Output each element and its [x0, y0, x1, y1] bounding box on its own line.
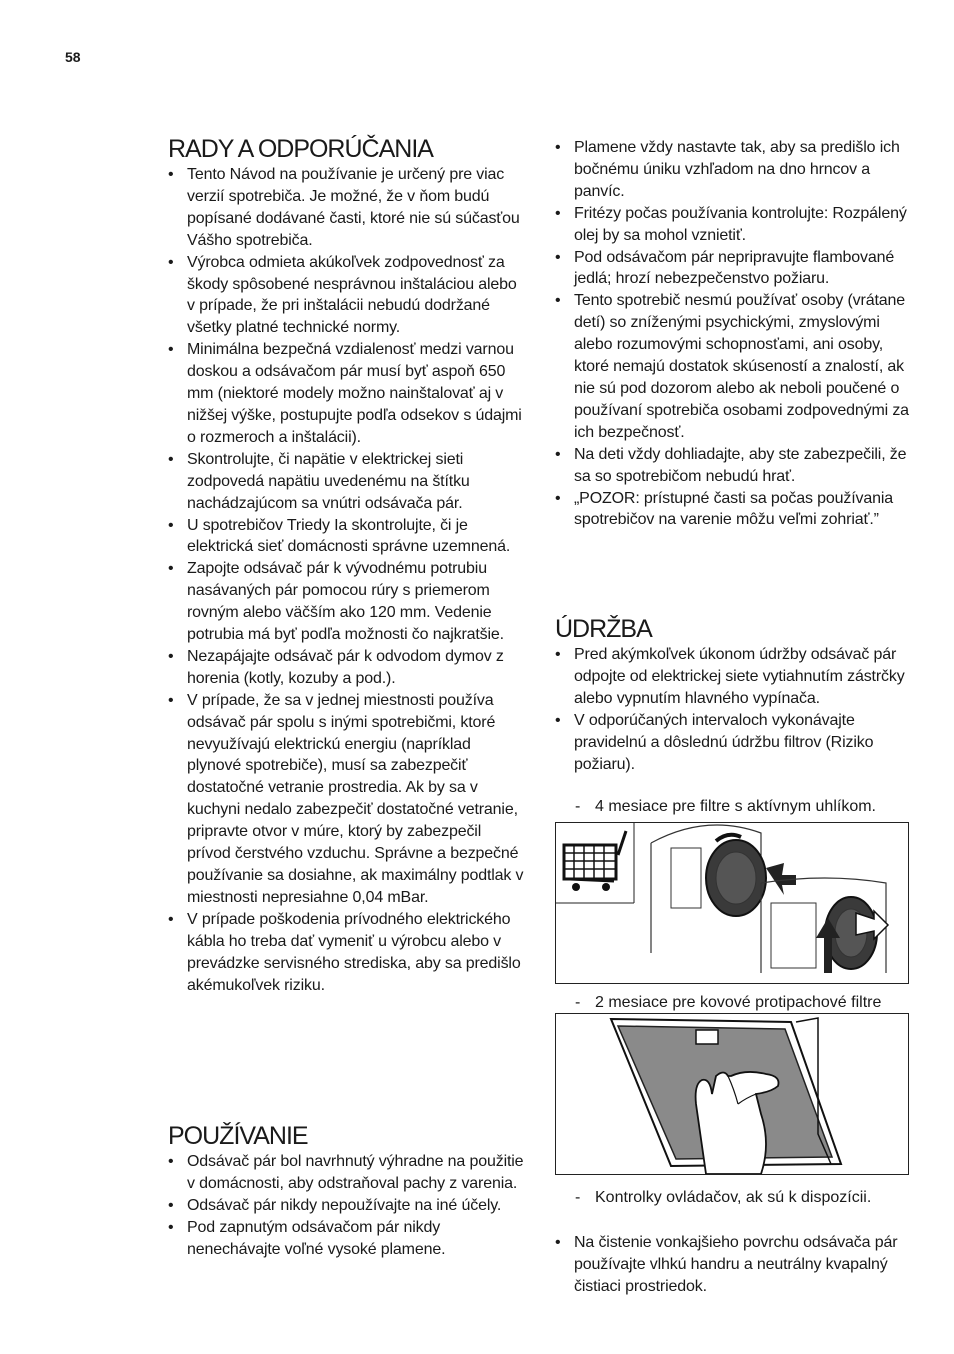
- list-item: • Odsávač pár nikdy nepoužívajte na iné účely.: [168, 1195, 528, 1217]
- shopping-cart-icon: [556, 823, 634, 903]
- list-item: • Tento Návod na používanie je určený pre viac verzií spotrebiča. Je možné, že v ňom budú popísané dodávané časti, ktoré nie sú súčasťou Vášho spotrebiča.: [168, 164, 528, 252]
- list-item: • V prípade, že sa v jednej miestnosti používa odsávač pár spolu s inými spotrebičmi, ktoré nevyužívajú elektrickú energiu (napríklad plynové spotrebiče), musí sa zabezpečiť dostatočné vetranie prostredia. Ak by sa v kuchyni nedalo zabezpečiť dostatočné vetranie, pripravte otvor v múre, ktorý by zabezpečil prívod čerstvého vzduchu. Správne a bezpečné používanie sa dosiahne, ak maximálny podtlak v miestnosti nepresiahne 0,04 mBar.: [168, 690, 528, 909]
- list-item: • U spotrebičov Triedy Ia skontrolujte, či je elektrická sieť domácnosti správne uzemnená.: [168, 515, 528, 559]
- list-item: • Na čistenie vonkajšieho povrchu odsávača pár používajte vlhkú handru a neutrálny kvapalný čistiaci prostriedok.: [555, 1232, 915, 1298]
- list-item: • Pod zapnutým odsávačom pár nikdy nenechávajte voľné vysoké plamene.: [168, 1217, 528, 1261]
- interval-carbon-text: 4 mesiace pre filtre s aktívnym uhlíkom.: [595, 798, 876, 815]
- list-item: • Tento spotrebič nesmú používať osoby (vrátane detí) so zníženými psychickými, zmyslovými alebo rozumovými schopnosťami, ani osoby, ktoré nemajú dostatok skúseností a znalostí, ak nie sú pod dozorom alebo ak neboli poučené o používaní spotrebiča osobami zodpovednými za ich bezpečnosť.: [555, 290, 915, 443]
- indicator-lights-note: - Kontrolky ovládačov, ak sú k dispozícii.: [575, 1189, 872, 1206]
- list-item: • Pred akýmkoľvek úkonom údržby odsávač pár odpojte od elektrickej siete vytiahnutím zástrčky alebo vypnutím hlavného vypínača.: [555, 644, 915, 710]
- list-item: • Pod odsávačom pár nepripravujte flambované jedlá; hrozí nebezpečenstvo požiaru.: [555, 247, 915, 291]
- list-item: • Nezapájajte odsávač pár k odvodom dymov z horenia (kotly, kozuby a pod.).: [168, 646, 528, 690]
- list-udrzba-final: [555, 1232, 915, 1298]
- list-item: • Fritézy počas používania kontrolujte: Rozpálený olej by sa mohol vznietiť.: [555, 203, 915, 247]
- section-udrzba-final: [555, 1232, 915, 1298]
- indicator-lights-text: Kontrolky ovládačov, ak sú k dispozícii.: [595, 1189, 872, 1206]
- section-udrzba: [555, 614, 915, 775]
- section-rady: [168, 134, 528, 996]
- interval-metal-text: 2 mesiace pre kovové protipachové filtre: [595, 994, 882, 1011]
- list-item: • Výrobca odmieta akúkoľvek zodpovednosť za škody spôsobené nesprávnou inštaláciou alebo v prípade, že pri inštalácii nebudú dodržané všetky platné technické normy.: [168, 252, 528, 340]
- list-item: • Na deti vždy dohliadajte, aby ste zabezpečili, že sa so spotrebičom nebudú hrať.: [555, 444, 915, 488]
- list-item: • Minimálna bezpečná vzdialenosť medzi varnou doskou a odsávačom pár musí byť aspoň 650 mm (niektoré modely možno nainštalovať aj v nižšej výške, postupujte podľa odsekov s údajmi o rozmeroch a inštalácii).: [168, 339, 528, 449]
- hood-diagram-lower: [761, 878, 888, 973]
- metal-filter-illustration: [556, 1014, 908, 1174]
- filter-handle-icon: [696, 1030, 718, 1044]
- metal-filter-figure: [555, 1013, 909, 1175]
- list-item: • V prípade poškodenia prívodného elektrického kábla ho treba dať vymeniť u výrobcu alebo v prevádzke servisného strediska, aby sa predišlo akémukoľvek riziku.: [168, 909, 528, 997]
- list-udrzba: [555, 644, 915, 775]
- carbon-filter-illustration: [556, 823, 908, 983]
- section-title-pouzivanie: POUŽÍVANIE: [168, 1122, 308, 1150]
- interval-metal-filter: - 2 mesiace pre kovové protipachové filtre: [575, 994, 882, 1011]
- list-rady: [168, 164, 528, 996]
- section-pouzivanie: [168, 1121, 528, 1261]
- list-item: • Odsávač pár bol navrhnutý výhradne na použitie v domácnosti, aby odstraňoval pachy z varenia.: [168, 1151, 528, 1195]
- section-title-rady: RADY A ODPORÚČANIA: [168, 135, 433, 163]
- hood-diagram-upper: [651, 825, 796, 953]
- list-item: • Skontrolujte, či napätie v elektrickej sieti zodpovedá napätiu uvedenému na štítku nachádzajúcom sa vnútri odsávača pár.: [168, 449, 528, 515]
- list-item: • „POZOR: prístupné časti sa počas používania spotrebičov na varenie môžu veľmi zohriať.”: [555, 488, 915, 532]
- list-item: • V odporúčaných intervaloch vykonávajte pravidelnú a dôslednú údržbu filtrov (Riziko požiaru).: [555, 710, 915, 776]
- carbon-filter-figure: [555, 822, 909, 984]
- list-item: • Plamene vždy nastavte tak, aby sa predišlo ich bočnému úniku vzhľadom na dno hrncov a panvíc.: [555, 137, 915, 203]
- list-item: • Zapojte odsávač pár k vývodnému potrubiu nasávaných pár pomocou rúry s priemerom rovným alebo väčším ako 120 mm. Vedenie potrubia má byť podľa možnosti čo najkratšie.: [168, 558, 528, 646]
- interval-carbon-filter: - 4 mesiace pre filtre s aktívnym uhlíkom.: [575, 798, 876, 815]
- section-pouzivanie-cont: [555, 137, 915, 531]
- list-pouzivanie: [168, 1151, 528, 1261]
- page-number: 58: [65, 49, 81, 65]
- section-title-udrzba: ÚDRŽBA: [555, 615, 652, 643]
- list-pouzivanie-cont: [555, 137, 915, 531]
